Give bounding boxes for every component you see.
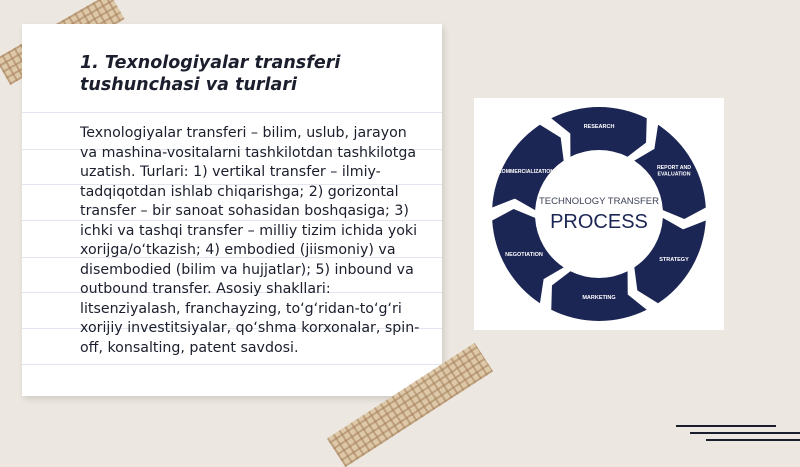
text-note-card bbox=[22, 24, 442, 396]
ring-segment-research bbox=[551, 107, 646, 157]
process-cycle-diagram bbox=[474, 98, 724, 330]
segment-label-strategy: STRATEGY bbox=[659, 257, 689, 263]
segment-label-research: RESEARCH bbox=[583, 124, 615, 130]
diagram-title: PROCESS bbox=[550, 211, 648, 233]
section-heading: 1. Texnologiyalar transferi tushunchasi va turlari bbox=[80, 53, 341, 95]
ruled-line bbox=[22, 112, 442, 113]
ruled-line bbox=[22, 364, 442, 365]
section-body-text: Texnologiyalar transferi – bilim, uslub, jarayon va mashina-vositalarni tashkilotdan tashkilotga uzatish. Turlari: 1) vertikal transfer – ilmiy-tadqiqotdan ishlab chiqarishga; 2) gorizontal transfer – bir sanoat sohasidan boshqasiga; 3) ichki va tashqi transfer – milliy tizim ichida yoki xorijga/o‘tkazish; 4) embodied (jiismoniy) va disembodied (bilim va hujjatlar); 5) inbound va outbound transfer. Asosiy shakllari: litsenziyalash, franchayzing, to‘g‘ridan-to‘g‘ri xorijiy investitsiyalar, qo‘shma korxonalar, spin-off, konsalting, patent savdosi. bbox=[80, 125, 420, 356]
segment-label-negotiation: NEGOTIATION bbox=[505, 252, 543, 258]
decorative-line bbox=[690, 432, 800, 434]
segment-label-commercialization: COMMERCIALIZATION bbox=[497, 169, 555, 175]
decorative-line bbox=[706, 439, 800, 441]
process-diagram-card bbox=[474, 98, 724, 330]
decorative-line bbox=[676, 425, 776, 427]
segment-label-marketing: MARKETING bbox=[582, 295, 616, 301]
diagram-subtitle: TECHNOLOGY TRANSFER bbox=[538, 196, 660, 207]
segment-label-report-and-evaluation: REPORT AND EVALUATION bbox=[656, 165, 692, 178]
